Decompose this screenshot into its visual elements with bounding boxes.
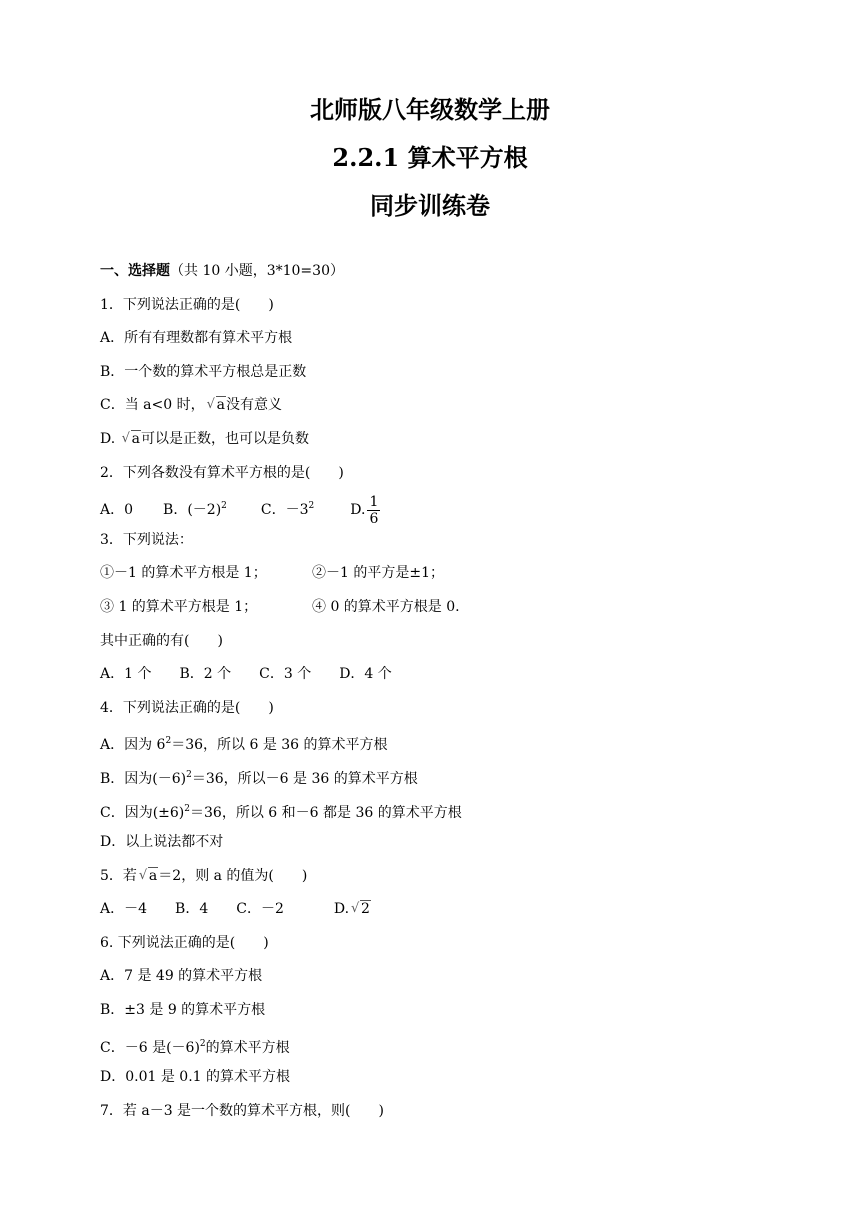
question-7-stem: 7．若 a－3 是一个数的算术平方根，则( ) (100, 1102, 384, 1119)
radicand: 2 (361, 901, 370, 918)
question-4-option-b (100, 759, 800, 793)
question-1-stem: 1．下列说法正确的是( ) (100, 296, 274, 313)
sqrt-expression (139, 860, 158, 894)
question-list (100, 255, 800, 1128)
question-2-option-b (163, 502, 227, 518)
question-3-option-c: C．3 个 (259, 666, 312, 683)
sqrt-expression (122, 423, 141, 457)
exponent: 2 (221, 501, 227, 512)
stem-text: 5．若 (100, 867, 137, 884)
exponent: 2 (308, 501, 315, 512)
question-5-option-a: A．－4 (100, 901, 148, 918)
question-1-option-a: A．所有有理数都有算术平方根 (100, 330, 293, 347)
exponent: 2 (184, 803, 191, 814)
question-1-option-b: B．一个数的算术平方根总是正数 (100, 363, 307, 380)
option-text: ＝36，所以 6 是 36 的算术平方根 (171, 737, 388, 754)
question-6-stem: 6. 下列说法正确的是( ) (100, 934, 269, 951)
question-5-options (100, 893, 800, 927)
question-4-option-a (100, 725, 800, 759)
fraction-denominator: 6 (369, 510, 379, 527)
question-4-option-c (100, 793, 800, 827)
exponent: 2 (199, 1038, 206, 1049)
fraction (367, 494, 380, 527)
question-3-statements-row-1 (100, 557, 800, 591)
option-text: B．(－2) (163, 502, 222, 519)
question-2-option-d (350, 493, 380, 527)
question-3-options (100, 658, 800, 692)
question-5-option-d (334, 901, 371, 917)
question-4-option-d: D．以上说法都不对 (100, 834, 224, 851)
fraction-numerator: 1 (369, 493, 379, 510)
option-text: C．－3 (260, 502, 309, 519)
document-title: 北师版八年级数学上册 (310, 95, 550, 124)
option-text: D. (100, 430, 120, 447)
statement-2: ②－1 的平方是±1； (312, 565, 444, 582)
question-6-option-c (100, 1028, 800, 1062)
radicand: a (131, 430, 140, 447)
question-3-option-b: B．2 个 (179, 666, 232, 683)
question-2-option-c (261, 502, 314, 518)
question-6-option-b: B．±3 是 9 的算术平方根 (100, 1002, 266, 1019)
statement-3: ③ 1 的算术平方根是 1； (100, 598, 258, 615)
question-2-option-a: A．0 (100, 502, 134, 519)
option-text: B．因为(－6) (100, 770, 187, 787)
section-heading (100, 255, 800, 289)
option-text: C．－6 是(－6) (100, 1039, 200, 1056)
option-text: ＝36，所以－6 是 36 的算术平方根 (191, 770, 418, 787)
question-3-option-d: D．4 个 (339, 666, 392, 683)
question-3-option-a: A．1 个 (100, 666, 152, 683)
title-block (0, 86, 860, 230)
option-text: A．因为 6 (100, 737, 166, 754)
stem-text: ＝2，则 a 的值为( ) (158, 867, 308, 884)
option-text: 可以是正数，也可以是负数 (141, 430, 309, 447)
option-text: 的算术平方根 (205, 1039, 290, 1056)
question-6-option-d: D．0.01 是 0.1 的算术平方根 (100, 1069, 291, 1086)
question-3-statements-row-2 (100, 591, 800, 625)
question-1-option-c (100, 389, 800, 423)
sqrt-expression (207, 389, 226, 423)
option-text: 没有意义 (225, 397, 282, 414)
option-text: D. (350, 502, 366, 519)
question-6-option-a: A．7 是 49 的算术平方根 (100, 968, 263, 985)
question-3-stem: 3．下列说法： (100, 531, 193, 548)
question-5-option-c: C．－2 (236, 901, 284, 918)
question-1-option-d (100, 423, 800, 457)
option-text: ＝36，所以 6 和－6 都是 36 的算术平方根 (190, 804, 462, 821)
option-text: C．因为(±6) (100, 804, 185, 821)
option-text: C．当 a<0 时， (100, 397, 205, 414)
question-2-stem: 2．下列各数没有算术平方根的是( ) (100, 464, 344, 481)
option-text: D. (333, 901, 350, 918)
question-5-option-b: B．4 (175, 901, 209, 918)
radicand: a (216, 397, 225, 414)
section-heading-note: （共 10 小题，3*10=30） (170, 263, 344, 279)
exponent: 2 (186, 769, 192, 780)
radicand: a (148, 867, 158, 884)
question-2-options (100, 490, 800, 527)
statement-4: ④ 0 的算术平方根是 0. (312, 598, 460, 615)
sqrt-expression (351, 893, 371, 927)
worksheet-title: 同步训练卷 (370, 191, 490, 220)
question-3-prompt: 其中正确的有( ) (100, 632, 223, 649)
exponent: 2 (165, 736, 172, 747)
statement-1: ①－1 的算术平方根是 1； (100, 565, 267, 582)
lesson-title: 2.2.1 算术平方根 (332, 143, 528, 172)
section-heading-label: 一、选择题 (100, 263, 170, 279)
question-5-stem (100, 860, 800, 894)
question-4-stem: 4．下列说法正确的是( ) (100, 699, 274, 716)
